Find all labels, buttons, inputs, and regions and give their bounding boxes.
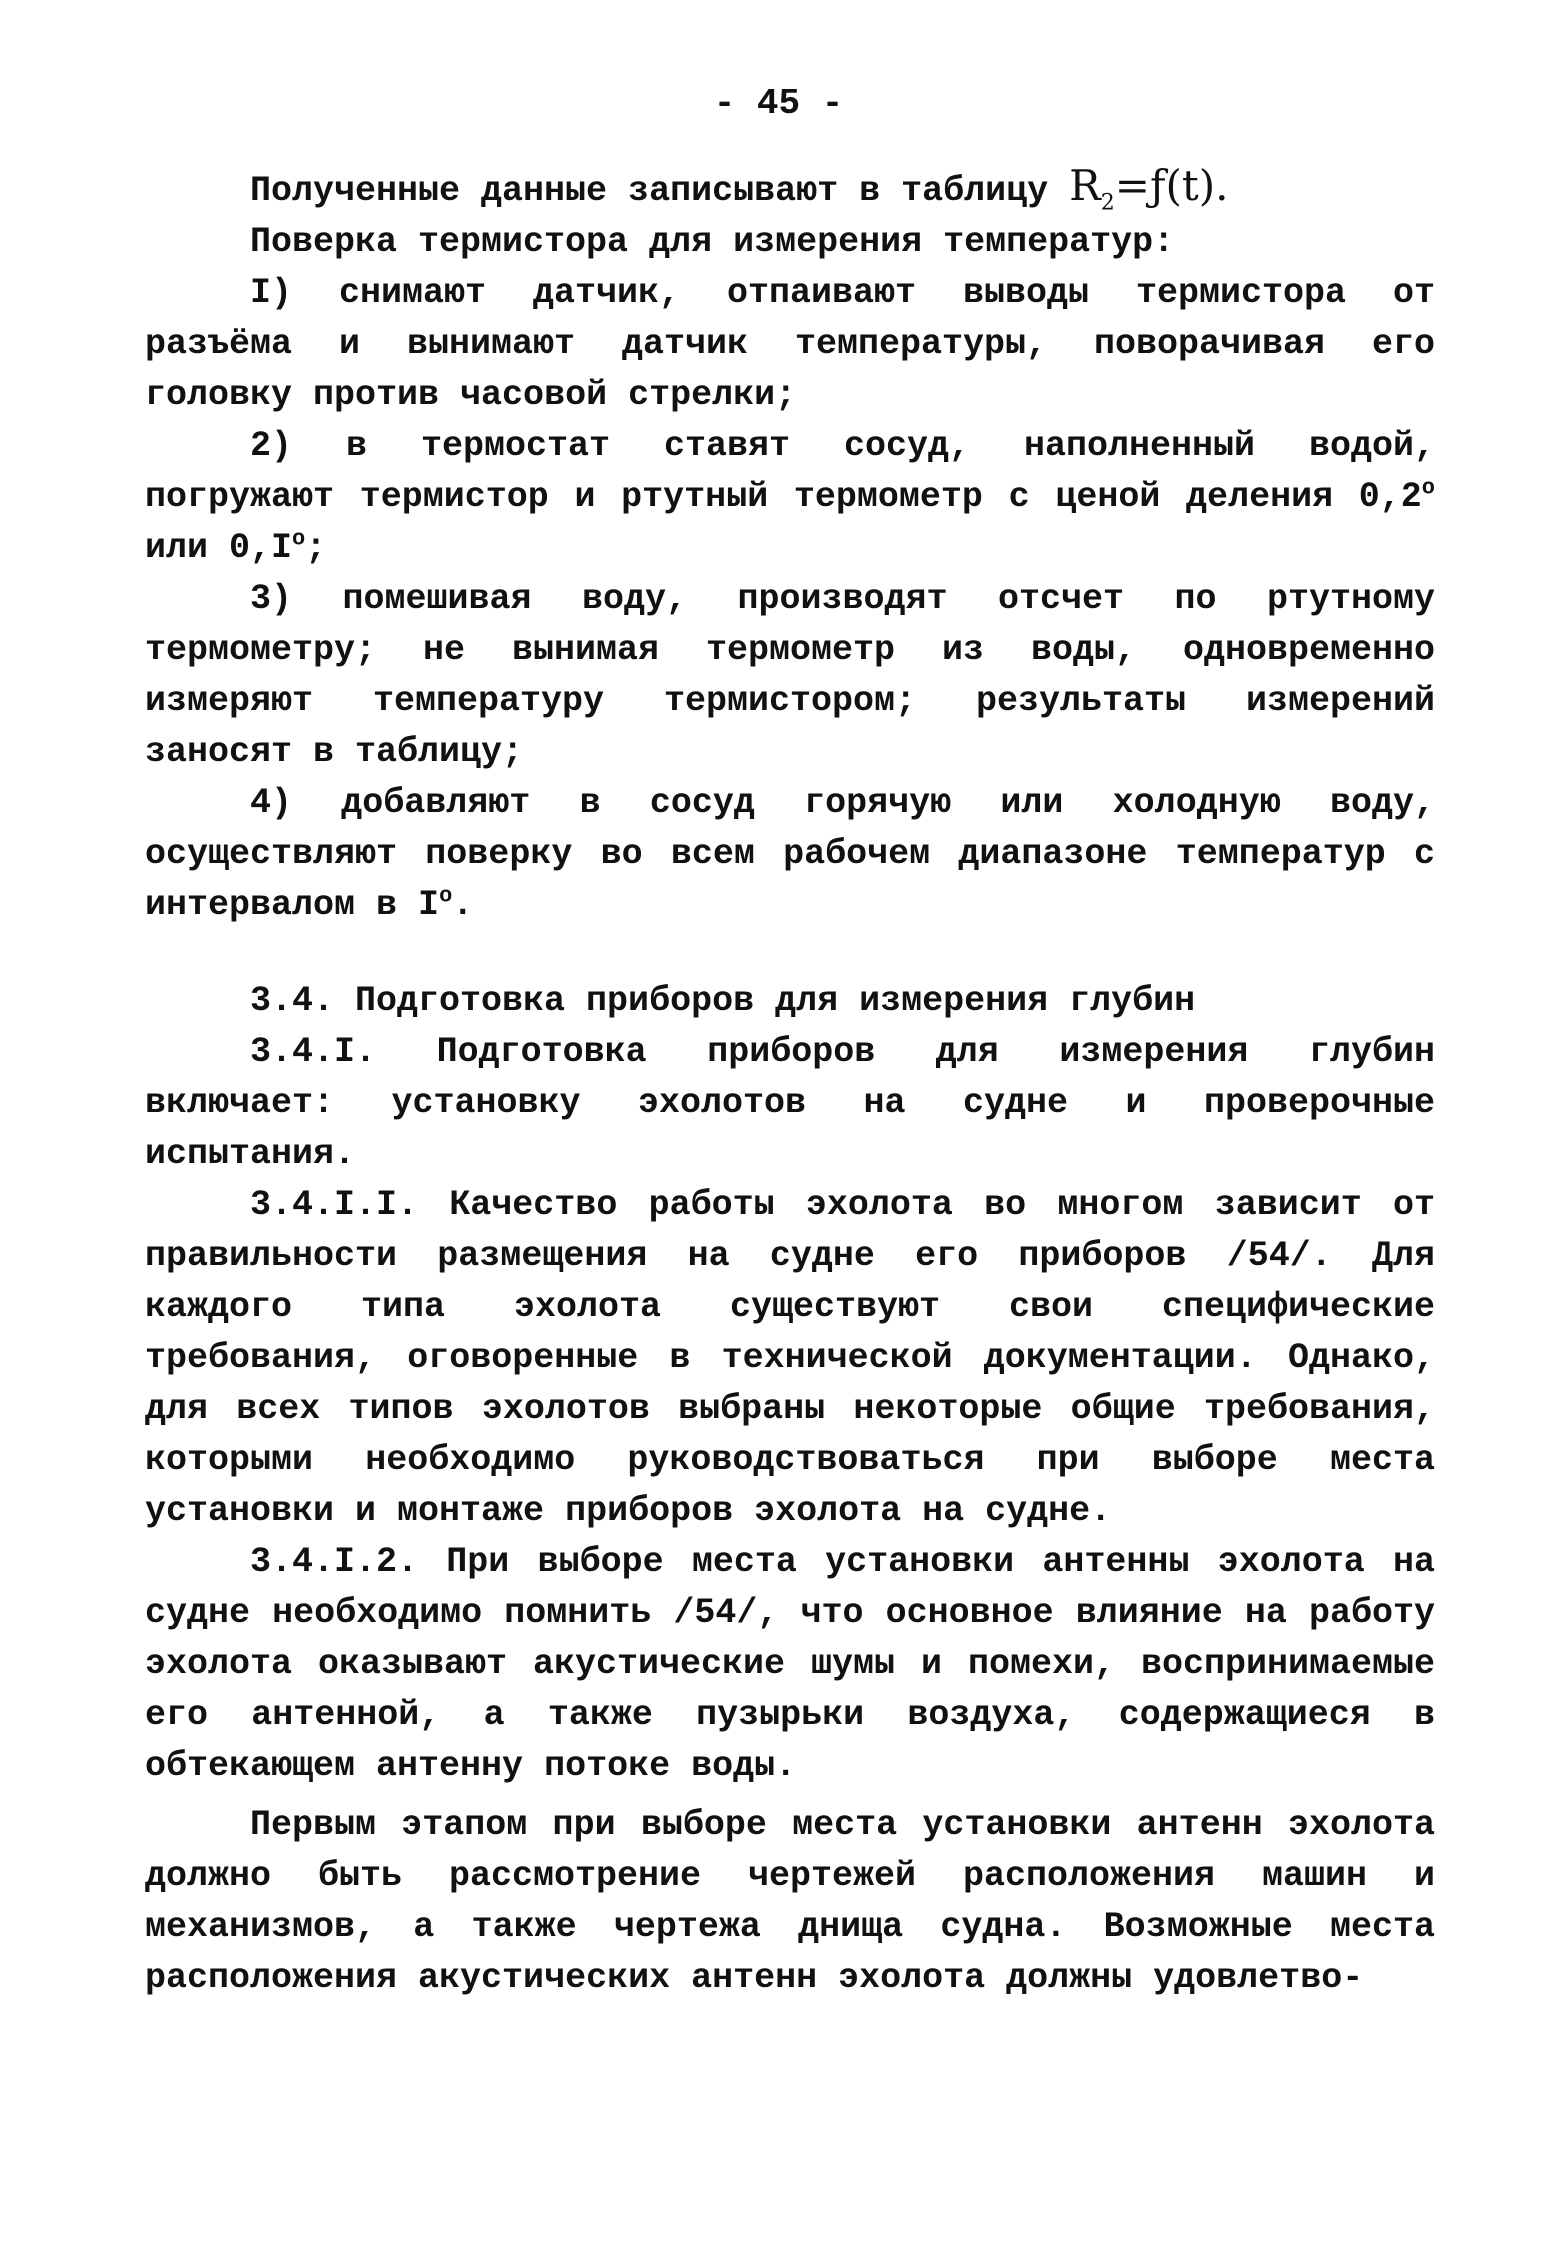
thermistor-block <box>145 160 1435 931</box>
list-item-4 <box>145 778 1435 931</box>
list-item-1: I) снимают датчик, отпаивают выводы термистора от разъёма и вынимают датчик температуры, поворачивая его головку против часовой стрелки; <box>145 273 1435 415</box>
list-item-2-text: 2) в термостат ставят сосуд, наполненный водой, погружают термистор и ртутный термометр с ценой деления 0,2 <box>145 426 1435 517</box>
formula <box>1069 161 1229 216</box>
list-item-3: 3) помешивая воду, производят отсчет по ртутному термометру; не вынимая термометр из воды, одновременно измеряют температуру термистором; результаты измерений заносят в таблицу; <box>145 579 1435 772</box>
list-item-2-mid: или 0,I <box>145 528 293 568</box>
section-paragraph-3: 3.4.I.2. При выборе места установки антенны эхолота на судне необходимо помнить /54/, что основное влияние на работу эхолота оказывают акустические шумы и помехи, воспринимаемые его антенной, а также пузырьки воздуха, содержащиеся в обтекающем антенну потоке воды. <box>145 1542 1435 1786</box>
section-heading: 3.4. Подготовка приборов для измерения глубин <box>250 981 1196 1021</box>
list-item-2 <box>145 421 1435 574</box>
formula-rest: =ƒ(t). <box>1114 161 1229 210</box>
formula-r: R <box>1069 161 1101 210</box>
list-item-2-end: ; <box>305 528 327 568</box>
formula-subscript: 2 <box>1100 190 1115 216</box>
degree-sup: о <box>439 883 453 909</box>
degree-sup: о <box>1421 475 1435 501</box>
section-paragraph-1: 3.4.I. Подготовка приборов для измерения глубин включает: установку эхолотов на судне и проверочные испытания. <box>145 1032 1435 1174</box>
degree-sup: о <box>292 526 306 552</box>
section-paragraph-2: 3.4.I.I. Качество работы эхолота во многом зависит от правильности размещения на судне его приборов /54/. Для каждого типа эхолота существуют свои специфические требования, оговоренные в технической документации. Однако, для всех типов эхолотов выбраны некоторые общие требования, которыми необходимо руководствоваться при выборе места установки и монтаже приборов эхолота на судне. <box>145 1185 1435 1531</box>
paragraph-verification: Поверка термистора для измерения температур: <box>250 222 1175 262</box>
page-number: - 45 - <box>713 83 844 124</box>
paragraph-table-record <box>145 160 1435 217</box>
depth-section <box>145 976 1435 2004</box>
list-item-4-end: . <box>452 885 474 925</box>
section-paragraph-4: Первым этапом при выборе места установки антенн эхолота должно быть рассмотрение чертежей расположения машин и механизмов, а также чертежа днища судна. Возможные места расположения акустических антенн эхолота должны удовлетво- <box>145 1805 1435 1998</box>
list-item-4-text: 4) добавляют в сосуд горячую или холодную воду, осуществляют поверку во всем рабочем диапазоне температур с интервалом в I <box>145 783 1435 925</box>
paragraph-text: Полученные данные записывают в таблицу <box>250 171 1070 211</box>
